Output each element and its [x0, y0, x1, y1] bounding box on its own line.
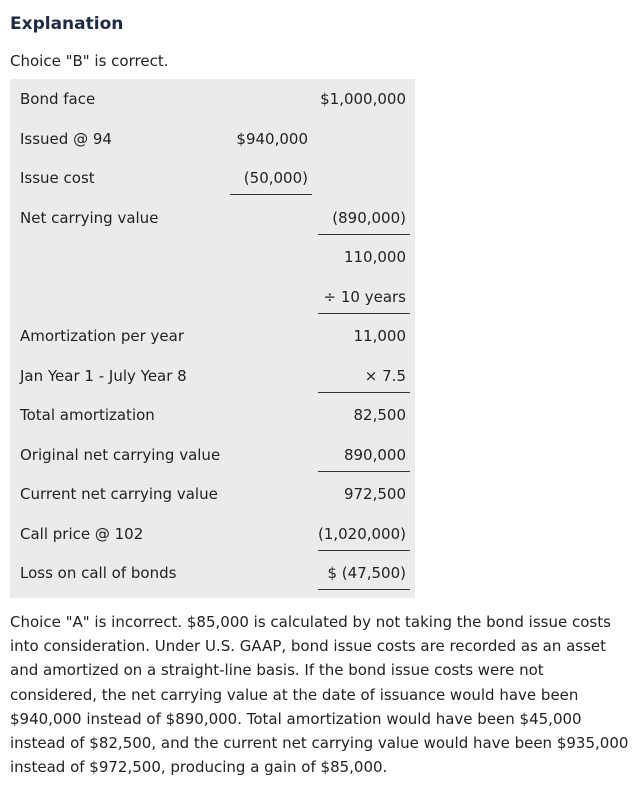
correct-choice-text: Choice "B" is correct. [10, 52, 169, 70]
calc-row [10, 198, 415, 238]
row-value-col2: 82,500 [353, 406, 406, 424]
row-label: Issue cost [20, 169, 95, 187]
calc-row [10, 553, 415, 593]
subtotal-rule [318, 234, 410, 235]
calc-row [10, 316, 415, 356]
row-value-col2: ÷ 10 years [323, 287, 406, 306]
calc-row [10, 158, 415, 198]
calc-row [10, 356, 415, 396]
subtotal-rule [318, 392, 410, 393]
calc-row [10, 119, 415, 159]
row-label: Jan Year 1 - July Year 8 [20, 366, 187, 385]
row-value-col2: $1,000,000 [320, 90, 406, 108]
row-value-col2: $ (47,500) [327, 564, 406, 582]
row-label: Issued @ 94 [20, 129, 112, 148]
calc-row [10, 277, 415, 317]
subtotal-rule [318, 471, 410, 472]
calc-row [10, 395, 415, 435]
row-label: Call price @ 102 [20, 524, 144, 543]
row-label: Total amortization [20, 406, 155, 424]
row-label: Amortization per year [20, 327, 184, 345]
row-label: Loss on call of bonds [20, 564, 177, 582]
row-value-col1: (50,000) [243, 169, 308, 187]
calc-row [10, 435, 415, 475]
calculation-table [10, 79, 415, 598]
row-value-col2: 11,000 [353, 327, 406, 345]
total-double-rule [318, 589, 410, 590]
calc-row [10, 79, 415, 119]
row-value-col1: $940,000 [236, 129, 308, 148]
row-label: Current net carrying value [20, 485, 218, 503]
calc-row [10, 237, 415, 277]
row-value-col2: × 7.5 [364, 366, 406, 385]
row-label: Bond face [20, 90, 96, 108]
section-title: Explanation [10, 14, 124, 34]
incorrect-choice-explanation: Choice "A" is incorrect. $85,000 is calculated by not taking the bond issue costs into consideration. Under U.S. GAAP, bond issue costs are recorded as an asset and amortized on a straight-line basis. If the bond issue costs were not considered, the net carrying value at the date of issuance would have been $940,000 instead of $890,000. Total amortization would have been $45,000 instead of $82,500, and the current net carrying value would have been $935,000 instead of $972,500, producing a gain of $85,000. [10, 613, 629, 777]
calc-row [10, 474, 415, 514]
row-value-col2: (1,020,000) [317, 524, 406, 543]
row-label: Net carrying value [20, 208, 159, 227]
subtotal-rule [230, 194, 312, 195]
row-value-col2: 110,000 [343, 248, 406, 266]
row-value-col2: 890,000 [343, 445, 406, 464]
row-value-col2: (890,000) [332, 208, 406, 227]
row-value-col2: 972,500 [343, 485, 406, 503]
calc-row [10, 514, 415, 554]
subtotal-rule [318, 550, 410, 551]
subtotal-rule [318, 313, 410, 314]
row-label: Original net carrying value [20, 445, 221, 464]
